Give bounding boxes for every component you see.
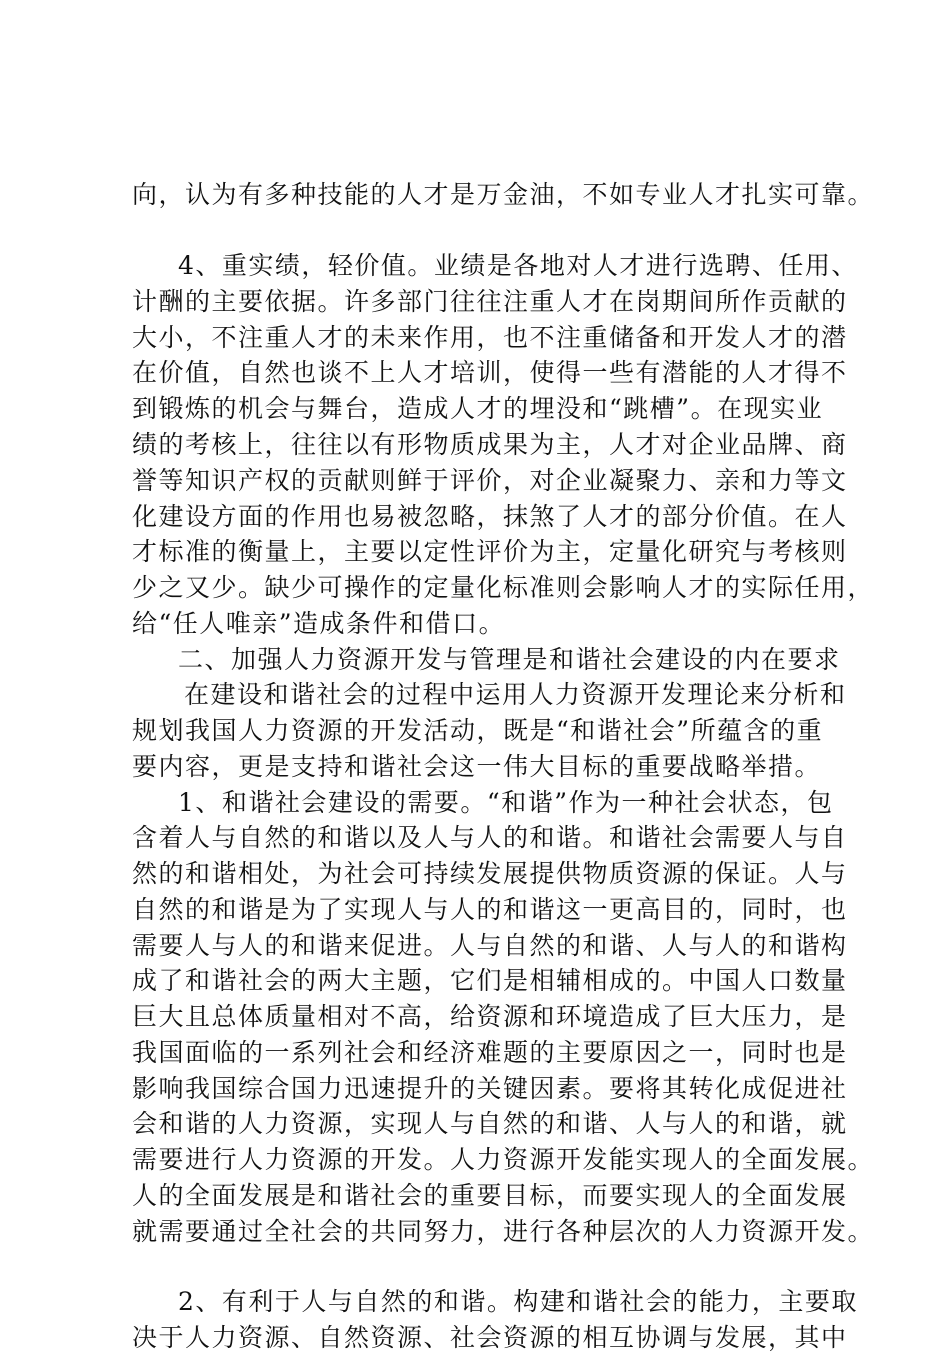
text-line: 我国面临的一系列社会和经济难题的主要原因之一，同时也是 — [132, 1038, 848, 1067]
text-line: 决于人力资源、自然资源、社会资源的相互协调与发展，其中 — [132, 1323, 848, 1352]
section-heading: 二、加强人力资源开发与管理是和谐社会建设的内在要求 — [178, 645, 841, 674]
text-line: 规划我国人力资源的开发活动，既是“和谐社会”所蕴含的重 — [132, 716, 824, 745]
text-line: 需要人与人的和谐来促进。人与自然的和谐、人与人的和谐构 — [132, 931, 848, 960]
text-line: 就需要通过全社会的共同努力，进行各种层次的人力资源开发。 — [132, 1217, 875, 1246]
text-line: 需要进行人力资源的开发。人力资源开发能实现人的全面发展。 — [132, 1145, 875, 1174]
text-line: 成了和谐社会的两大主题，它们是相辅相成的。中国人口数量 — [132, 966, 848, 995]
text-line: 1、和谐社会建设的需要。“和谐”作为一种社会状态，包 — [178, 788, 834, 817]
text-line: 人的全面发展是和谐社会的重要目标，而要实现人的全面发展 — [132, 1181, 848, 1210]
text-line: 计酬的主要依据。许多部门往往注重人才在岗期间所作贡献的 — [132, 287, 848, 316]
text-line: 含着人与自然的和谐以及人与人的和谐。和谐社会需要人与自 — [132, 823, 848, 852]
text-line: 2、有利于人与自然的和谐。构建和谐社会的能力，主要取 — [178, 1287, 858, 1316]
text-line: 4、重实绩，轻价值。业绩是各地对人才进行选聘、任用、 — [178, 251, 858, 280]
text-line: 向，认为有多种技能的人才是万金油，不如专业人才扎实可靠。 — [132, 180, 875, 209]
text-line: 然的和谐相处，为社会可持续发展提供物质资源的保证。人与 — [132, 859, 848, 888]
text-line: 在价值，自然也谈不上人才培训，使得一些有潜能的人才得不 — [132, 358, 848, 387]
text-line: 才标准的衡量上，主要以定性评价为主，定量化研究与考核则 — [132, 537, 848, 566]
text-line: 誉等知识产权的贡献则鲜于评价，对企业凝聚力、亲和力等文 — [132, 466, 848, 495]
text-line: 到锻炼的机会与舞台，造成人才的埋没和“跳槽”。在现实业 — [132, 394, 824, 423]
text-line: 会和谐的人力资源，实现人与自然的和谐、人与人的和谐，就 — [132, 1109, 848, 1138]
text-line: 绩的考核上，往往以有形物质成果为主，人才对企业品牌、商 — [132, 430, 848, 459]
text-line: 巨大且总体质量相对不高，给资源和环境造成了巨大压力，是 — [132, 1002, 848, 1031]
text-line: 给“任人唯亲”造成条件和借口。 — [132, 609, 506, 638]
text-line: 要内容，更是支持和谐社会这一伟大目标的重要战略举措。 — [132, 752, 822, 781]
text-line: 化建设方面的作用也易被忽略，抹煞了人才的部分价值。在人 — [132, 502, 848, 531]
text-line: 自然的和谐是为了实现人与人的和谐这一更高目的，同时，也 — [132, 895, 848, 924]
text-line: 影响我国综合国力迅速提升的关键因素。要将其转化成促进社 — [132, 1074, 848, 1103]
text-line: 大小，不注重人才的未来作用，也不注重储备和开发人才的潜 — [132, 323, 848, 352]
text-line: 在建设和谐社会的过程中运用人力资源开发理论来分析和 — [184, 680, 847, 709]
text-line: 少之又少。缺少可操作的定量化标准则会影响人才的实际任用， — [132, 573, 875, 602]
